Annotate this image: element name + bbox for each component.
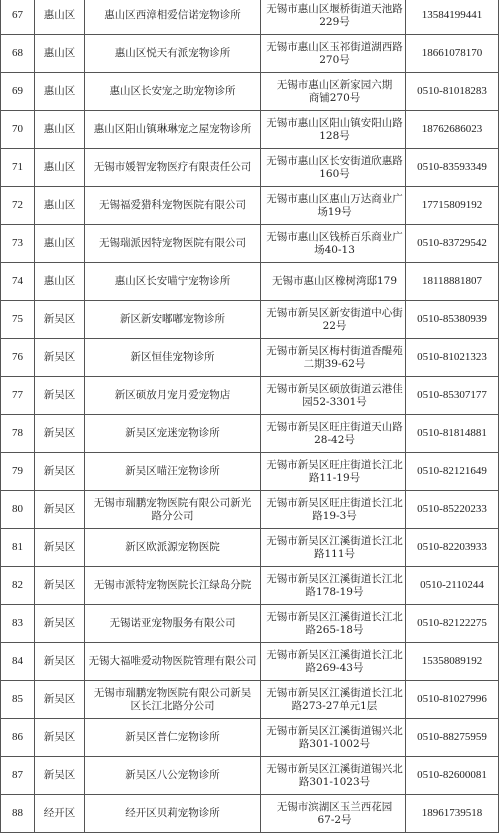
phone-cell: 18661078170 bbox=[406, 35, 499, 73]
phone-cell: 0510-88275959 bbox=[406, 719, 499, 757]
clinic-name-line: 无锡市瑞鹏宠物医院有限公司新光 bbox=[93, 496, 252, 509]
table-row bbox=[1, 111, 499, 149]
address-line: 路11-19号 bbox=[308, 471, 361, 484]
address-line: 无锡市新吴区旺庄街道天山路 bbox=[266, 420, 403, 433]
address-cell bbox=[261, 757, 406, 795]
district-cell: 惠山区 bbox=[35, 73, 85, 111]
address-line: 无锡市惠山区钱桥百乐商业广 bbox=[266, 230, 403, 243]
row-number: 82 bbox=[1, 567, 35, 605]
row-number: 81 bbox=[1, 529, 35, 567]
address-line: 无锡市新吴区江溪街道长江北 bbox=[266, 648, 403, 661]
clinic-name-cell: 新区欧派源宠物医院 bbox=[85, 529, 261, 567]
row-number: 79 bbox=[1, 453, 35, 491]
phone-cell: 0510-82600081 bbox=[406, 757, 499, 795]
address-line: 路273-27单元1层 bbox=[291, 699, 378, 712]
address-cell bbox=[261, 643, 406, 681]
row-number: 72 bbox=[1, 187, 35, 225]
clinic-name-cell: 新吴区八公宠物诊所 bbox=[85, 757, 261, 795]
address-line: 无锡市新吴区江溪街道长江北 bbox=[266, 534, 403, 547]
clinic-name-cell: 无锡诺亚宠物服务有限公司 bbox=[85, 605, 261, 643]
row-number: 70 bbox=[1, 111, 35, 149]
district-cell: 新吴区 bbox=[35, 529, 85, 567]
phone-cell: 0510-82122275 bbox=[406, 605, 499, 643]
phone-cell: 0510-81814881 bbox=[406, 415, 499, 453]
clinic-name-cell: 惠山区西漳相爱信诺宠物诊所 bbox=[85, 0, 261, 35]
table-row bbox=[1, 795, 499, 833]
row-number: 77 bbox=[1, 377, 35, 415]
address-cell bbox=[261, 339, 406, 377]
clinic-name-cell: 惠山区长安宠之助宠物诊所 bbox=[85, 73, 261, 111]
phone-cell: 17715809192 bbox=[406, 187, 499, 225]
address-line: 无锡市惠山区新家园六期 bbox=[276, 78, 393, 91]
address-line: 无锡市新吴区江溪街道长江北 bbox=[266, 610, 403, 623]
address-line: 无锡市新吴区江溪街道锡兴北 bbox=[266, 762, 403, 775]
address-cell bbox=[261, 263, 406, 301]
phone-cell: 0510-82121649 bbox=[406, 453, 499, 491]
clinic-name-cell: 新吴区普仁宠物诊所 bbox=[85, 719, 261, 757]
clinic-name-cell: 无锡市派特宠物医院长江绿岛分院 bbox=[85, 567, 261, 605]
address-cell bbox=[261, 453, 406, 491]
district-cell: 惠山区 bbox=[35, 149, 85, 187]
district-cell: 新吴区 bbox=[35, 377, 85, 415]
district-cell: 新吴区 bbox=[35, 719, 85, 757]
address-line: 商铺270号 bbox=[308, 91, 361, 104]
table-row bbox=[1, 453, 499, 491]
address-line: 无锡市新吴区江溪街道长江北 bbox=[266, 686, 403, 699]
row-number: 73 bbox=[1, 225, 35, 263]
address-line: 无锡市新吴区旺庄街道长江北 bbox=[266, 458, 403, 471]
phone-cell: 0510-2110244 bbox=[406, 567, 499, 605]
address-line: 无锡市惠山区长安街道欣惠路 bbox=[266, 154, 403, 167]
address-line: 路19-3号 bbox=[312, 509, 357, 522]
clinic-name-line: 路分公司 bbox=[151, 509, 194, 522]
address-line: 128号 bbox=[319, 129, 350, 142]
table-row bbox=[1, 0, 499, 35]
address-cell bbox=[261, 111, 406, 149]
row-number: 71 bbox=[1, 149, 35, 187]
phone-cell: 0510-82203933 bbox=[406, 529, 499, 567]
address-cell bbox=[261, 719, 406, 757]
address-line: 无锡市惠山区玉祁街道湖西路 bbox=[266, 40, 403, 53]
row-number: 86 bbox=[1, 719, 35, 757]
table-row bbox=[1, 529, 499, 567]
district-cell: 新吴区 bbox=[35, 567, 85, 605]
phone-cell: 0510-81018283 bbox=[406, 73, 499, 111]
address-line: 无锡市新吴区硕放街道云港佳 bbox=[266, 382, 403, 395]
address-line: 场40-13 bbox=[314, 243, 355, 256]
clinic-name-cell: 经开区贝莉宠物诊所 bbox=[85, 795, 261, 833]
clinic-name-cell: 新区新安嘟嘟宠物诊所 bbox=[85, 301, 261, 339]
address-cell bbox=[261, 567, 406, 605]
row-number: 75 bbox=[1, 301, 35, 339]
phone-cell: 0510-85380939 bbox=[406, 301, 499, 339]
phone-cell: 0510-81021323 bbox=[406, 339, 499, 377]
phone-cell: 15358089192 bbox=[406, 643, 499, 681]
district-cell: 惠山区 bbox=[35, 111, 85, 149]
address-cell bbox=[261, 187, 406, 225]
district-cell: 惠山区 bbox=[35, 263, 85, 301]
phone-cell: 0510-83729542 bbox=[406, 225, 499, 263]
table-row bbox=[1, 643, 499, 681]
address-line: 270号 bbox=[319, 53, 350, 66]
address-line: 160号 bbox=[319, 167, 350, 180]
table-row bbox=[1, 567, 499, 605]
address-cell bbox=[261, 529, 406, 567]
table-row bbox=[1, 757, 499, 795]
phone-cell: 0510-85220233 bbox=[406, 491, 499, 529]
row-number: 69 bbox=[1, 73, 35, 111]
table-row bbox=[1, 377, 499, 415]
address-cell bbox=[261, 491, 406, 529]
table-row bbox=[1, 149, 499, 187]
district-cell: 新吴区 bbox=[35, 605, 85, 643]
district-cell: 新吴区 bbox=[35, 301, 85, 339]
address-cell bbox=[261, 795, 406, 833]
row-number: 83 bbox=[1, 605, 35, 643]
table-row bbox=[1, 681, 499, 719]
phone-cell: 18762686023 bbox=[406, 111, 499, 149]
table-row bbox=[1, 719, 499, 757]
clinic-name-cell bbox=[85, 491, 261, 529]
table-row bbox=[1, 605, 499, 643]
clinic-name-cell: 无锡市媛智宠物医疗有限责任公司 bbox=[85, 149, 261, 187]
district-cell: 经开区 bbox=[35, 795, 85, 833]
row-number: 78 bbox=[1, 415, 35, 453]
district-cell: 新吴区 bbox=[35, 643, 85, 681]
address-line: 路111号 bbox=[313, 547, 356, 560]
table-row bbox=[1, 187, 499, 225]
row-number: 87 bbox=[1, 757, 35, 795]
address-line: 无锡市新吴区梅村街道香醍苑 bbox=[266, 344, 403, 357]
address-line: 无锡市新吴区旺庄街道长江北 bbox=[266, 496, 403, 509]
address-line: 路301-1023号 bbox=[298, 775, 371, 788]
address-line: 28-42号 bbox=[314, 433, 355, 446]
clinic-name-cell: 新区恒佳宠物诊所 bbox=[85, 339, 261, 377]
address-cell bbox=[261, 149, 406, 187]
district-cell: 新吴区 bbox=[35, 491, 85, 529]
address-line: 无锡市新吴区江溪街道长江北 bbox=[266, 572, 403, 585]
address-line: 67-2号 bbox=[317, 813, 352, 826]
address-line: 229号 bbox=[319, 15, 350, 28]
district-cell: 惠山区 bbox=[35, 0, 85, 35]
address-line: 22号 bbox=[322, 319, 347, 332]
address-cell bbox=[261, 301, 406, 339]
phone-cell: 0510-83593349 bbox=[406, 149, 499, 187]
address-line: 无锡市新吴区新安街道中心街 bbox=[266, 306, 403, 319]
address-cell bbox=[261, 415, 406, 453]
clinic-name-cell: 惠山区阳山镇琳琳宠之屋宠物诊所 bbox=[85, 111, 261, 149]
table-row bbox=[1, 339, 499, 377]
address-line: 园52-3301号 bbox=[302, 395, 367, 408]
table-row bbox=[1, 35, 499, 73]
clinic-name-cell: 无锡大福唯爱动物医院管理有限公司 bbox=[85, 643, 261, 681]
row-number: 74 bbox=[1, 263, 35, 301]
row-number: 68 bbox=[1, 35, 35, 73]
district-cell: 新吴区 bbox=[35, 415, 85, 453]
address-line: 二期39-62号 bbox=[303, 357, 366, 370]
clinic-name-cell: 惠山区悦天有派宠物诊所 bbox=[85, 35, 261, 73]
row-number: 88 bbox=[1, 795, 35, 833]
row-number: 76 bbox=[1, 339, 35, 377]
table-row bbox=[1, 73, 499, 111]
address-cell bbox=[261, 605, 406, 643]
district-cell: 新吴区 bbox=[35, 757, 85, 795]
address-line: 路301-1002号 bbox=[298, 737, 371, 750]
row-number: 85 bbox=[1, 681, 35, 719]
row-number: 67 bbox=[1, 0, 35, 35]
address-cell bbox=[261, 681, 406, 719]
district-cell: 新吴区 bbox=[35, 453, 85, 491]
district-cell: 惠山区 bbox=[35, 225, 85, 263]
table-row bbox=[1, 491, 499, 529]
table-row bbox=[1, 301, 499, 339]
address-line: 路178-19号 bbox=[305, 585, 364, 598]
address-line: 无锡市惠山区阳山镇安阳山路 bbox=[266, 116, 403, 129]
address-line: 无锡市惠山区堰桥街道天池路 bbox=[266, 2, 403, 15]
clinic-name-cell: 新吴区喵汪宠物诊所 bbox=[85, 453, 261, 491]
address-line: 场19号 bbox=[317, 205, 352, 218]
address-line: 无锡市新吴区江溪街道锡兴北 bbox=[266, 724, 403, 737]
row-number: 84 bbox=[1, 643, 35, 681]
phone-cell: 13584199441 bbox=[406, 0, 499, 35]
phone-cell: 18118881807 bbox=[406, 263, 499, 301]
phone-cell: 18961739518 bbox=[406, 795, 499, 833]
clinic-name-cell: 无锡福爱猎科宠物医院有限公司 bbox=[85, 187, 261, 225]
clinic-name-line: 区长江北路分公司 bbox=[130, 699, 215, 712]
clinic-name-cell: 惠山区长安喵宁宠物诊所 bbox=[85, 263, 261, 301]
address-cell bbox=[261, 35, 406, 73]
clinic-name-cell: 无锡瑞派因特宠物医院有限公司 bbox=[85, 225, 261, 263]
district-cell: 新吴区 bbox=[35, 681, 85, 719]
phone-cell: 0510-81027996 bbox=[406, 681, 499, 719]
address-line: 路269-43号 bbox=[305, 661, 364, 674]
address-cell bbox=[261, 0, 406, 35]
address-cell bbox=[261, 73, 406, 111]
clinic-name-cell: 新吴区宠迷宠物诊所 bbox=[85, 415, 261, 453]
table-row bbox=[1, 263, 499, 301]
clinic-name-line: 无锡市瑞鹏宠物医院有限公司新吴 bbox=[93, 686, 252, 699]
row-number: 80 bbox=[1, 491, 35, 529]
table-row bbox=[1, 415, 499, 453]
address-line: 无锡市惠山区橡树湾邸179 bbox=[271, 275, 398, 287]
address-cell bbox=[261, 377, 406, 415]
table-row bbox=[1, 225, 499, 263]
table-body bbox=[1, 0, 499, 833]
phone-cell: 0510-85307177 bbox=[406, 377, 499, 415]
address-line: 无锡市惠山区惠山万达商业广 bbox=[266, 192, 403, 205]
address-line: 无锡市滨湖区玉兰西花园 bbox=[276, 800, 393, 813]
clinic-name-cell: 新区硕放月宠月爱宠物店 bbox=[85, 377, 261, 415]
district-cell: 新吴区 bbox=[35, 339, 85, 377]
address-cell bbox=[261, 225, 406, 263]
clinic-name-cell bbox=[85, 681, 261, 719]
district-cell: 惠山区 bbox=[35, 35, 85, 73]
district-cell: 惠山区 bbox=[35, 187, 85, 225]
address-line: 路265-18号 bbox=[305, 623, 364, 636]
